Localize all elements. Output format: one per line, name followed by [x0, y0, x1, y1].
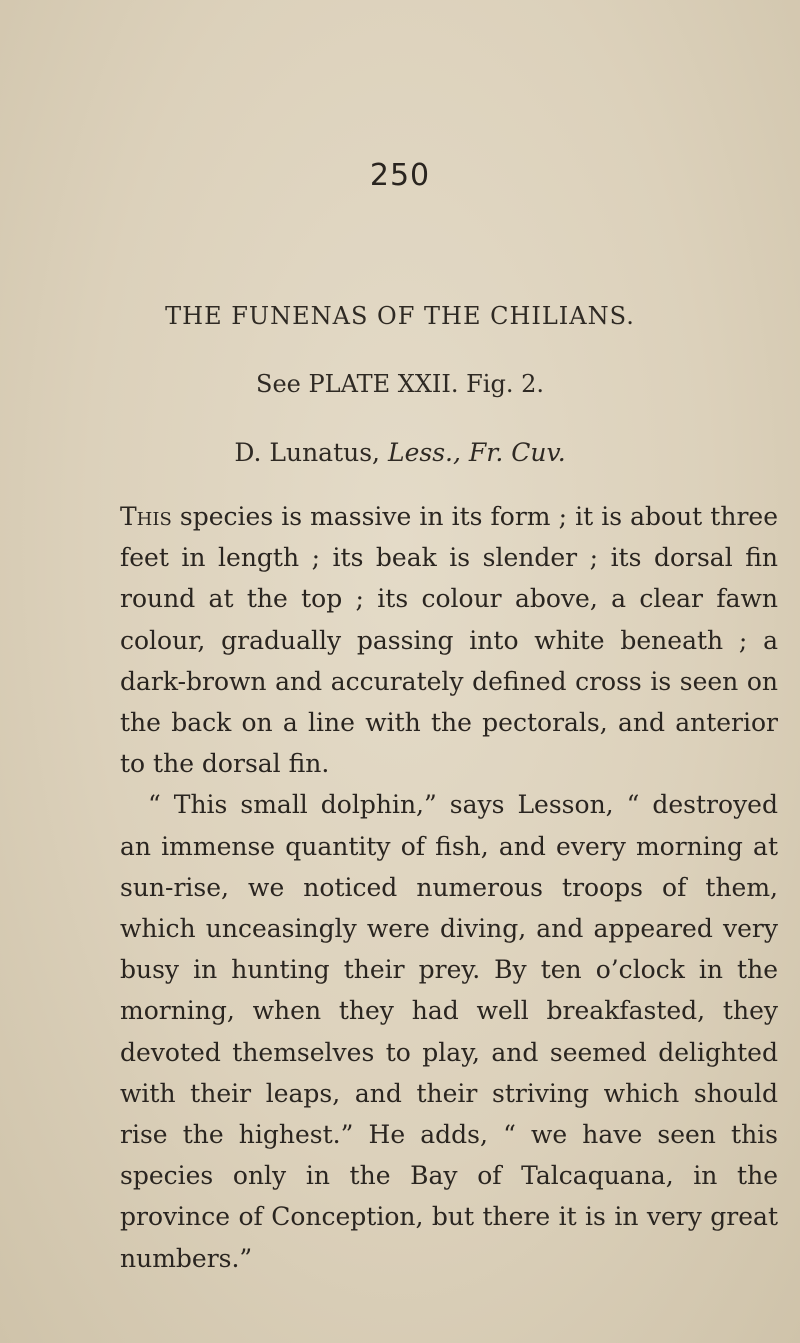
- page-number: 250: [369, 158, 431, 193]
- paragraph-description: [120, 496, 778, 784]
- paragraph-lead-word: This: [120, 502, 172, 531]
- species-binomial: D. Lunatus,: [234, 438, 381, 467]
- paragraph-text: species is massive in its form ; it is about three feet in length ; its beak is slender ; its dorsal fin round at the top ; its colour above, a clear fawn colour, gradually passing into white beneath ; a dark-brown and accurately defined cross is seen on the back on a line with the pectorals, and anterior to the dorsal fin.: [120, 502, 778, 779]
- body-text: [120, 496, 778, 1279]
- species-name: [0, 438, 800, 467]
- section-title: THE FUNENAS OF THE CHILIANS.: [165, 302, 635, 330]
- plate-reference: See PLATE XXII. Fig. 2.: [256, 370, 544, 398]
- species-authority: Less., Fr. Cuv.: [387, 438, 566, 467]
- paragraph-quote: “ This small dolphin,” says Lesson, “ destroyed an immense quantity of fish, and every morning at sun-rise, we noticed numerous troops of them, which unceasingly were diving, and appeared very busy in hunting their prey. By ten o’clock in the morning, when they had well breakfasted, they devoted themselves to play, and seemed delighted with their leaps, and their striving which should rise the highest.” He adds, “ we have seen this species only in the Bay of Talcaquana, in the province of Conception, but there it is in very great numbers.”: [120, 790, 778, 1273]
